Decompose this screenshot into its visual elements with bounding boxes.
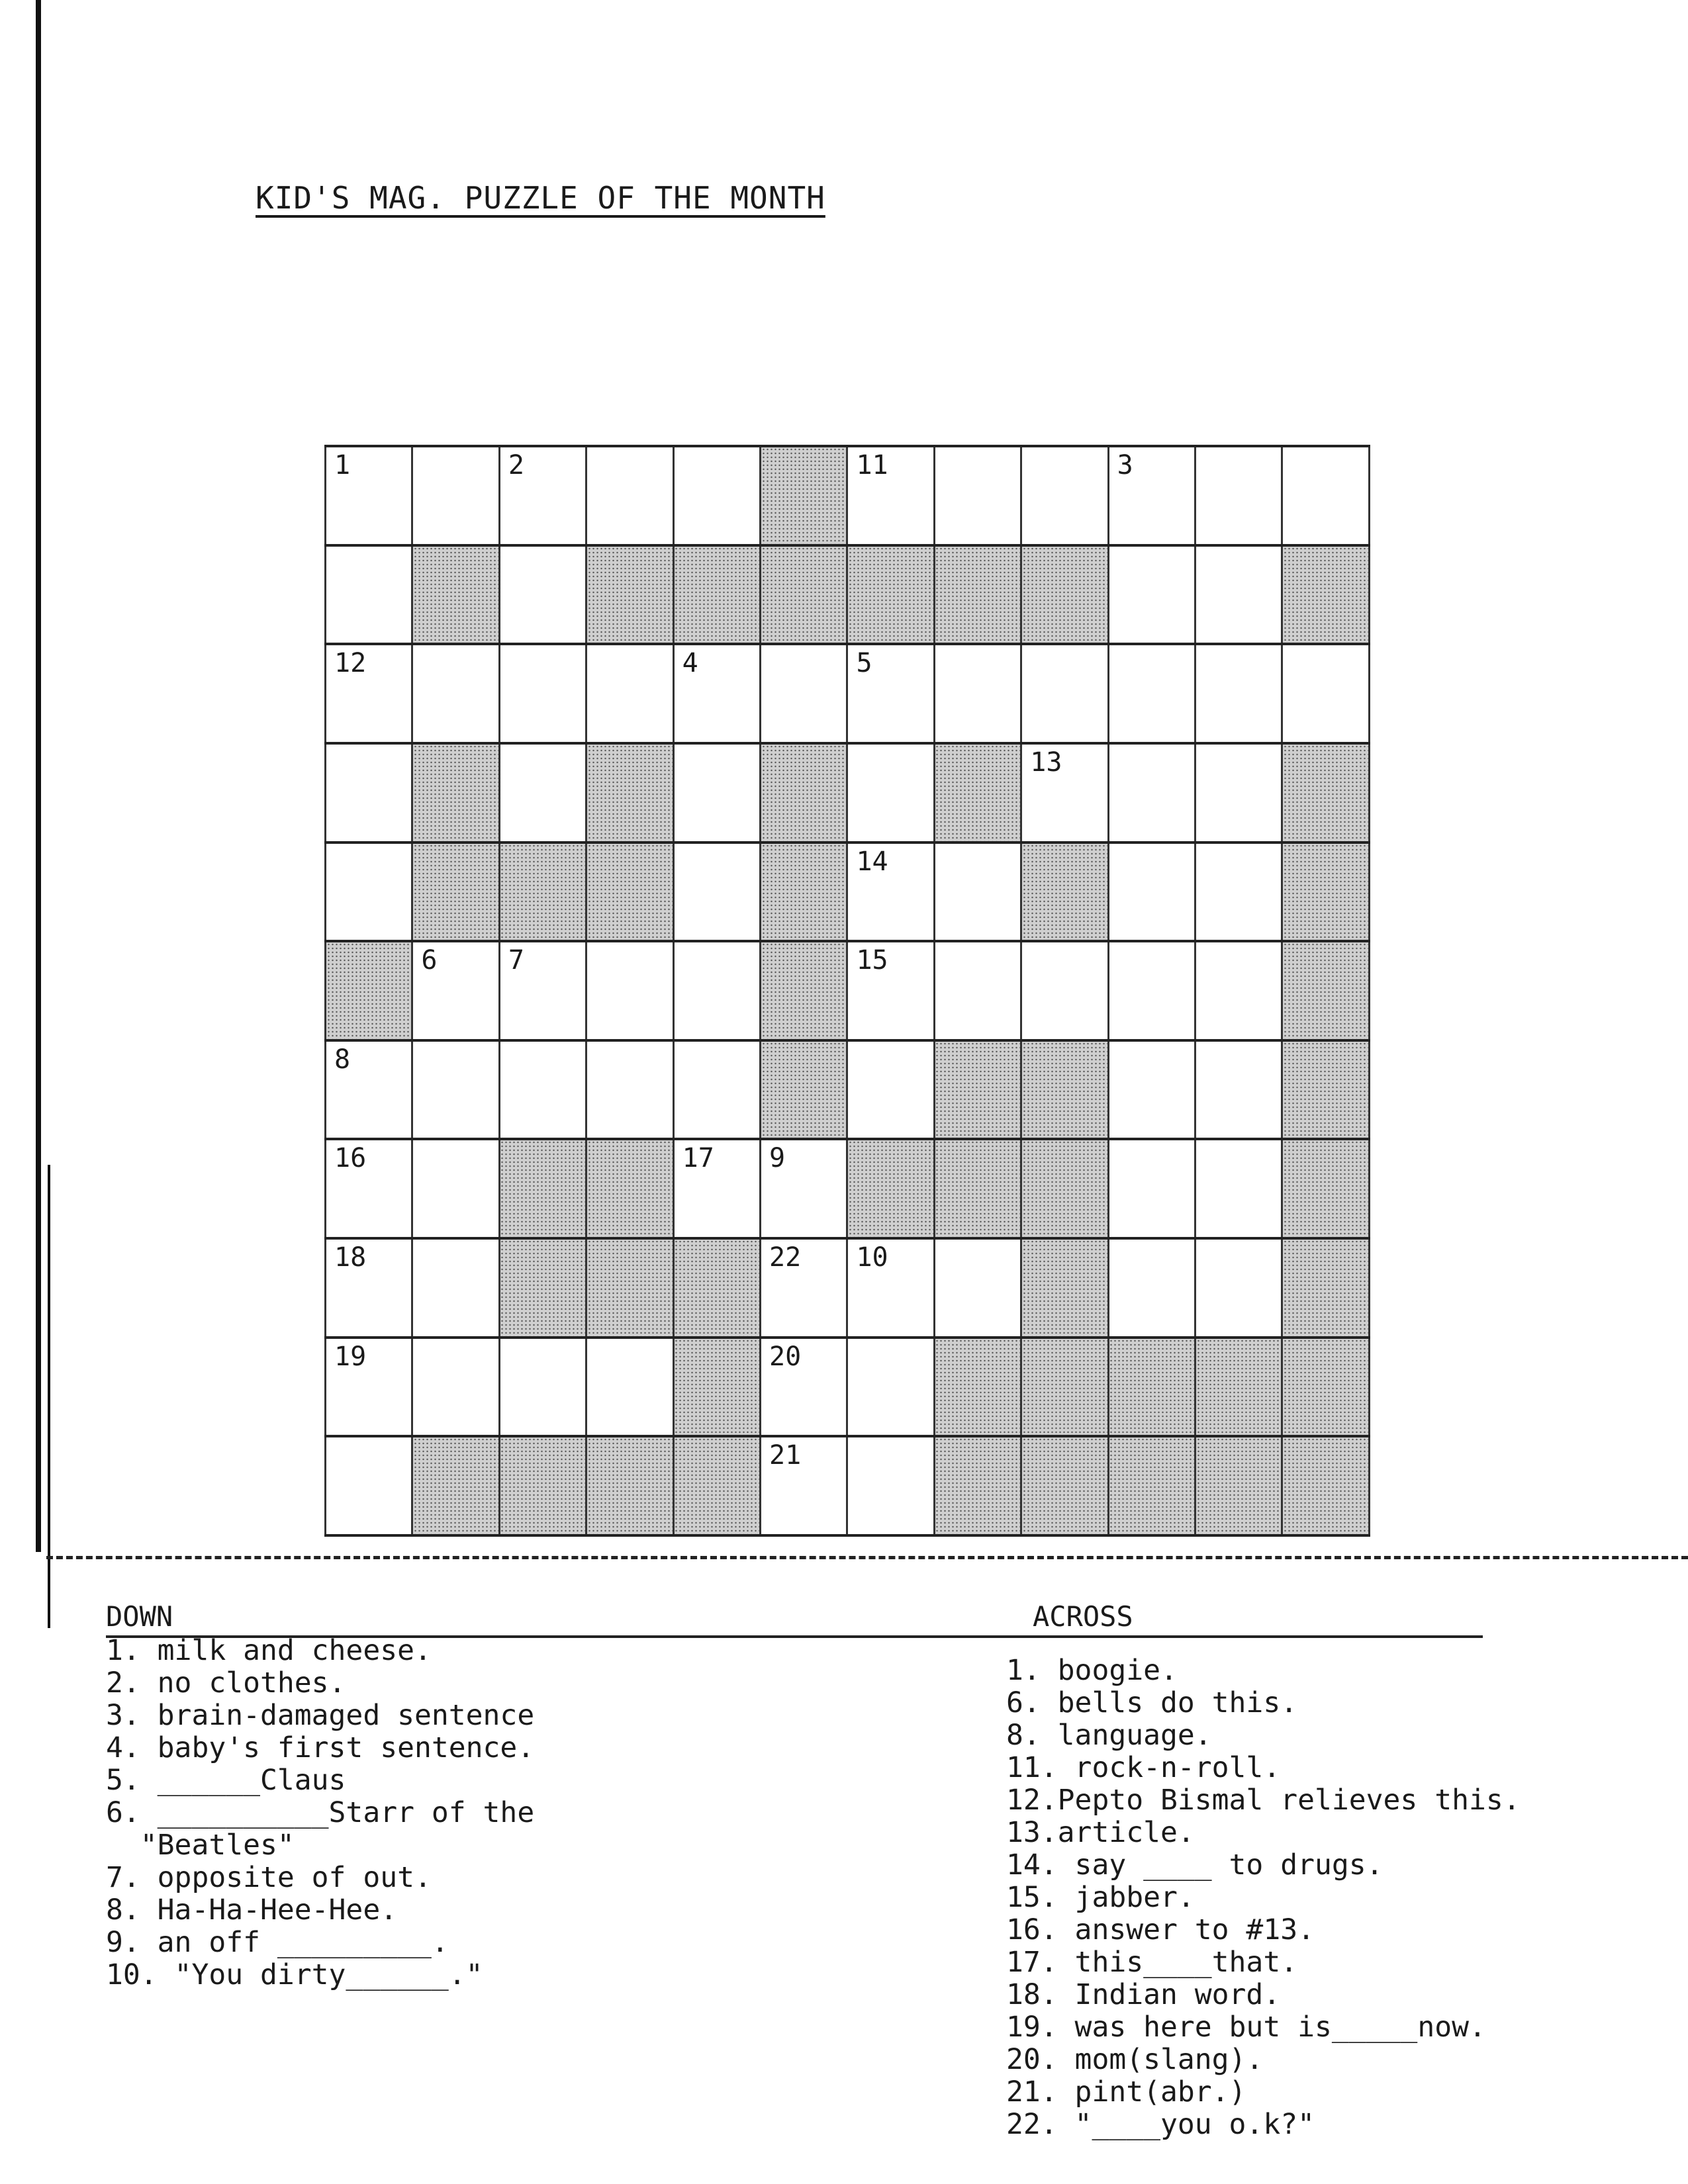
grid-cell-black bbox=[761, 446, 847, 545]
grid-cell-black bbox=[1282, 842, 1370, 942]
cut-line bbox=[46, 1556, 1688, 1559]
grid-cell[interactable] bbox=[499, 1338, 586, 1437]
grid-cell-black bbox=[1108, 1436, 1195, 1535]
grid-cell-black bbox=[847, 1139, 934, 1238]
grid-cell[interactable] bbox=[1108, 1238, 1195, 1338]
grid-cell[interactable] bbox=[499, 743, 586, 842]
grid-cell[interactable] bbox=[1021, 743, 1108, 842]
grid-row bbox=[326, 1040, 1370, 1140]
down-clue: 8. Ha-Ha-Hee-Hee. bbox=[106, 1893, 398, 1927]
cell-number: 10 bbox=[856, 1242, 888, 1273]
grid-cell-black bbox=[499, 1139, 586, 1238]
grid-cell-black bbox=[586, 1238, 673, 1338]
grid-cell[interactable] bbox=[1196, 842, 1282, 942]
down-clue: 1. milk and cheese. bbox=[106, 1634, 432, 1667]
grid-cell-black bbox=[1021, 1436, 1108, 1535]
grid-cell-black bbox=[412, 743, 499, 842]
cell-number: 19 bbox=[334, 1341, 367, 1372]
across-clue: 22. "____you o.k?" bbox=[1006, 2108, 1315, 2141]
grid-cell[interactable] bbox=[1108, 644, 1195, 743]
grid-cell[interactable] bbox=[499, 941, 586, 1040]
grid-cell[interactable] bbox=[1196, 941, 1282, 1040]
grid-cell[interactable] bbox=[1108, 545, 1195, 645]
grid-cell-black bbox=[326, 941, 412, 1040]
across-clue: 11. rock-n-roll. bbox=[1006, 1751, 1281, 1784]
grid-cell-black bbox=[1021, 1338, 1108, 1437]
cell-number: 18 bbox=[334, 1242, 367, 1273]
grid-cell-black bbox=[586, 1139, 673, 1238]
grid-cell[interactable] bbox=[412, 1338, 499, 1437]
grid-cell[interactable] bbox=[1021, 941, 1108, 1040]
grid-cell[interactable] bbox=[1108, 941, 1195, 1040]
grid-row bbox=[326, 545, 1370, 645]
across-clue: 6. bells do this. bbox=[1006, 1686, 1298, 1719]
across-heading: ACROSS bbox=[1019, 1600, 1483, 1638]
down-clue: 7. opposite of out. bbox=[106, 1861, 432, 1894]
grid-cell-black bbox=[499, 1436, 586, 1535]
cell-number: 20 bbox=[769, 1341, 802, 1372]
down-clue: 5. ______Claus bbox=[106, 1764, 346, 1797]
across-clue: 1. boogie. bbox=[1006, 1654, 1178, 1687]
grid-cell[interactable] bbox=[761, 1436, 847, 1535]
grid-cell-black bbox=[673, 1338, 760, 1437]
grid-cell[interactable] bbox=[326, 644, 412, 743]
grid-cell-black bbox=[1282, 545, 1370, 645]
grid-cell[interactable] bbox=[761, 1238, 847, 1338]
grid-cell-black bbox=[1282, 1436, 1370, 1535]
grid-cell[interactable] bbox=[1282, 644, 1370, 743]
grid-cell-black bbox=[673, 1436, 760, 1535]
grid-cell-black bbox=[934, 1139, 1021, 1238]
grid-row bbox=[326, 644, 1370, 743]
grid-cell[interactable] bbox=[499, 545, 586, 645]
grid-cell[interactable] bbox=[412, 1040, 499, 1140]
cell-number: 8 bbox=[334, 1044, 351, 1075]
grid-cell-black bbox=[1196, 1436, 1282, 1535]
across-clue: 19. was here but is_____now. bbox=[1006, 2011, 1486, 2044]
down-heading: DOWN bbox=[106, 1600, 1033, 1638]
grid-cell[interactable] bbox=[761, 1139, 847, 1238]
down-clue: "Beatles" bbox=[106, 1829, 295, 1862]
grid-cell[interactable] bbox=[412, 446, 499, 545]
grid-cell[interactable] bbox=[673, 743, 760, 842]
grid-cell[interactable] bbox=[412, 941, 499, 1040]
across-clues bbox=[1006, 1655, 1521, 2141]
grid-cell[interactable] bbox=[673, 1139, 760, 1238]
grid-cell-black bbox=[934, 743, 1021, 842]
grid-cell[interactable] bbox=[847, 644, 934, 743]
down-clue: 3. brain-damaged sentence bbox=[106, 1699, 535, 1732]
grid-cell[interactable] bbox=[673, 1040, 760, 1140]
cell-number: 15 bbox=[856, 945, 888, 976]
across-clue: 16. answer to #13. bbox=[1006, 1913, 1315, 1946]
grid-cell[interactable] bbox=[673, 842, 760, 942]
grid-cell[interactable] bbox=[1196, 1238, 1282, 1338]
grid-cell[interactable] bbox=[412, 1238, 499, 1338]
grid-cell[interactable] bbox=[934, 842, 1021, 942]
grid-cell[interactable] bbox=[1196, 644, 1282, 743]
grid-cell-black bbox=[934, 1040, 1021, 1140]
grid-row bbox=[326, 1338, 1370, 1437]
grid-cell[interactable] bbox=[586, 1040, 673, 1140]
grid-cell-black bbox=[586, 1436, 673, 1535]
grid-cell[interactable] bbox=[1196, 1139, 1282, 1238]
cell-number: 13 bbox=[1030, 747, 1062, 778]
grid-cell[interactable] bbox=[586, 644, 673, 743]
across-clue: 17. this____that. bbox=[1006, 1946, 1298, 1979]
grid-cell-black bbox=[934, 1436, 1021, 1535]
grid-cell[interactable] bbox=[1108, 842, 1195, 942]
cell-number: 21 bbox=[769, 1440, 802, 1471]
grid-cell[interactable] bbox=[934, 644, 1021, 743]
grid-cell[interactable] bbox=[847, 1436, 934, 1535]
cell-number: 7 bbox=[508, 945, 524, 976]
grid-cell[interactable] bbox=[934, 446, 1021, 545]
cell-number: 11 bbox=[856, 450, 888, 480]
grid-cell[interactable] bbox=[586, 446, 673, 545]
grid-cell-black bbox=[1021, 842, 1108, 942]
grid-cell[interactable] bbox=[847, 842, 934, 942]
grid-cell[interactable] bbox=[1021, 446, 1108, 545]
grid-cell[interactable] bbox=[1196, 545, 1282, 645]
grid-cell-black bbox=[1021, 545, 1108, 645]
grid-cell-black bbox=[586, 545, 673, 645]
down-clue: 6. __________Starr of the bbox=[106, 1796, 535, 1829]
grid-cell[interactable] bbox=[847, 1238, 934, 1338]
grid-cell-black bbox=[673, 545, 760, 645]
grid-cell-black bbox=[673, 1238, 760, 1338]
grid-cell[interactable] bbox=[847, 446, 934, 545]
cell-number: 5 bbox=[856, 648, 872, 679]
grid-cell-black bbox=[847, 545, 934, 645]
across-clue: 20. mom(slang). bbox=[1006, 2043, 1264, 2076]
grid-cell[interactable] bbox=[673, 446, 760, 545]
grid-cell[interactable] bbox=[847, 1338, 934, 1437]
grid-cell[interactable] bbox=[1196, 743, 1282, 842]
grid-cell[interactable] bbox=[499, 1040, 586, 1140]
grid-cell[interactable] bbox=[326, 1040, 412, 1140]
cell-number: 1 bbox=[334, 450, 351, 480]
grid-cell[interactable] bbox=[326, 545, 412, 645]
grid-cell-black bbox=[761, 743, 847, 842]
down-clue: 10. "You dirty______." bbox=[106, 1958, 483, 1991]
grid-cell[interactable] bbox=[761, 644, 847, 743]
grid-cell-black bbox=[499, 1238, 586, 1338]
grid-row bbox=[326, 941, 1370, 1040]
cell-number: 14 bbox=[856, 846, 888, 877]
cell-number: 17 bbox=[682, 1143, 714, 1174]
grid-cell-black bbox=[934, 545, 1021, 645]
across-clue: 13.article. bbox=[1006, 1816, 1195, 1849]
grid-cell-black bbox=[1021, 1139, 1108, 1238]
grid-cell[interactable] bbox=[1021, 644, 1108, 743]
grid-cell-black bbox=[586, 743, 673, 842]
grid-cell-black bbox=[761, 545, 847, 645]
down-clue: 4. baby's first sentence. bbox=[106, 1731, 535, 1764]
grid-cell-black bbox=[1282, 941, 1370, 1040]
grid-row bbox=[326, 1436, 1370, 1535]
grid-cell[interactable] bbox=[326, 1238, 412, 1338]
grid-cell[interactable] bbox=[1282, 446, 1370, 545]
grid-cell[interactable] bbox=[673, 644, 760, 743]
grid-cell-black bbox=[934, 1338, 1021, 1437]
grid-cell-black bbox=[1282, 1238, 1370, 1338]
grid-cell-black bbox=[1108, 1338, 1195, 1437]
across-clue: 14. say ____ to drugs. bbox=[1006, 1848, 1383, 1882]
grid-cell[interactable] bbox=[586, 941, 673, 1040]
grid-cell-black bbox=[761, 941, 847, 1040]
left-margin-line bbox=[36, 0, 41, 1552]
down-clues bbox=[106, 1635, 534, 1991]
grid-cell[interactable] bbox=[1108, 1040, 1195, 1140]
cell-number: 3 bbox=[1117, 450, 1133, 480]
grid-row bbox=[326, 743, 1370, 842]
across-clue: 18. Indian word. bbox=[1006, 1978, 1281, 2011]
grid-cell[interactable] bbox=[326, 1139, 412, 1238]
grid-cell-black bbox=[412, 545, 499, 645]
grid-cell[interactable] bbox=[1108, 446, 1195, 545]
grid-cell[interactable] bbox=[326, 1338, 412, 1437]
cell-number: 6 bbox=[421, 945, 438, 976]
grid-cell-black bbox=[1021, 1040, 1108, 1140]
grid-row bbox=[326, 446, 1370, 545]
cell-number: 22 bbox=[769, 1242, 802, 1273]
page-title: KID'S MAG. PUZZLE OF THE MONTH bbox=[256, 180, 825, 216]
grid-cell-black bbox=[1282, 743, 1370, 842]
grid-cell-black bbox=[761, 1040, 847, 1140]
grid-cell[interactable] bbox=[499, 446, 586, 545]
grid-cell[interactable] bbox=[847, 941, 934, 1040]
grid-row bbox=[326, 842, 1370, 942]
cell-number: 2 bbox=[508, 450, 524, 480]
across-clue: 8. language. bbox=[1006, 1719, 1212, 1752]
grid-cell[interactable] bbox=[1196, 1040, 1282, 1140]
grid-cell-black bbox=[1196, 1338, 1282, 1437]
grid-cell[interactable] bbox=[412, 644, 499, 743]
grid-cell[interactable] bbox=[326, 842, 412, 942]
grid-cell[interactable] bbox=[934, 941, 1021, 1040]
grid-cell[interactable] bbox=[326, 1436, 412, 1535]
grid-cell-black bbox=[761, 842, 847, 942]
grid-cell-black bbox=[1282, 1338, 1370, 1437]
grid-cell[interactable] bbox=[934, 1238, 1021, 1338]
grid-cell-black bbox=[1282, 1040, 1370, 1140]
down-clue: 2. no clothes. bbox=[106, 1666, 346, 1700]
grid-cell[interactable] bbox=[326, 446, 412, 545]
cell-number: 12 bbox=[334, 648, 367, 679]
grid-cell[interactable] bbox=[412, 1139, 499, 1238]
grid-cell[interactable] bbox=[673, 941, 760, 1040]
crossword-table bbox=[324, 445, 1370, 1537]
down-clue: 9. an off _________. bbox=[106, 1926, 449, 1959]
across-clue: 15. jabber. bbox=[1006, 1881, 1195, 1914]
grid-cell[interactable] bbox=[326, 743, 412, 842]
grid-cell[interactable] bbox=[847, 1040, 934, 1140]
grid-cell[interactable] bbox=[499, 644, 586, 743]
grid-cell-black bbox=[499, 842, 586, 942]
cell-number: 4 bbox=[682, 648, 698, 679]
grid-cell[interactable] bbox=[1196, 446, 1282, 545]
grid-row bbox=[326, 1238, 1370, 1338]
grid-cell-black bbox=[412, 1436, 499, 1535]
grid-row bbox=[326, 1139, 1370, 1238]
across-clue: 21. pint(abr.) bbox=[1006, 2075, 1246, 2109]
across-clue: 12.Pepto Bismal relieves this. bbox=[1006, 1784, 1521, 1817]
crossword-grid bbox=[324, 445, 1370, 1537]
grid-cell[interactable] bbox=[586, 1338, 673, 1437]
cell-number: 9 bbox=[769, 1143, 786, 1174]
cell-number: 16 bbox=[334, 1143, 367, 1174]
grid-cell-black bbox=[1021, 1238, 1108, 1338]
grid-cell[interactable] bbox=[847, 743, 934, 842]
grid-cell-black bbox=[412, 842, 499, 942]
grid-cell[interactable] bbox=[1108, 1139, 1195, 1238]
grid-cell-black bbox=[1282, 1139, 1370, 1238]
grid-cell[interactable] bbox=[1108, 743, 1195, 842]
grid-cell[interactable] bbox=[761, 1338, 847, 1437]
grid-cell-black bbox=[586, 842, 673, 942]
